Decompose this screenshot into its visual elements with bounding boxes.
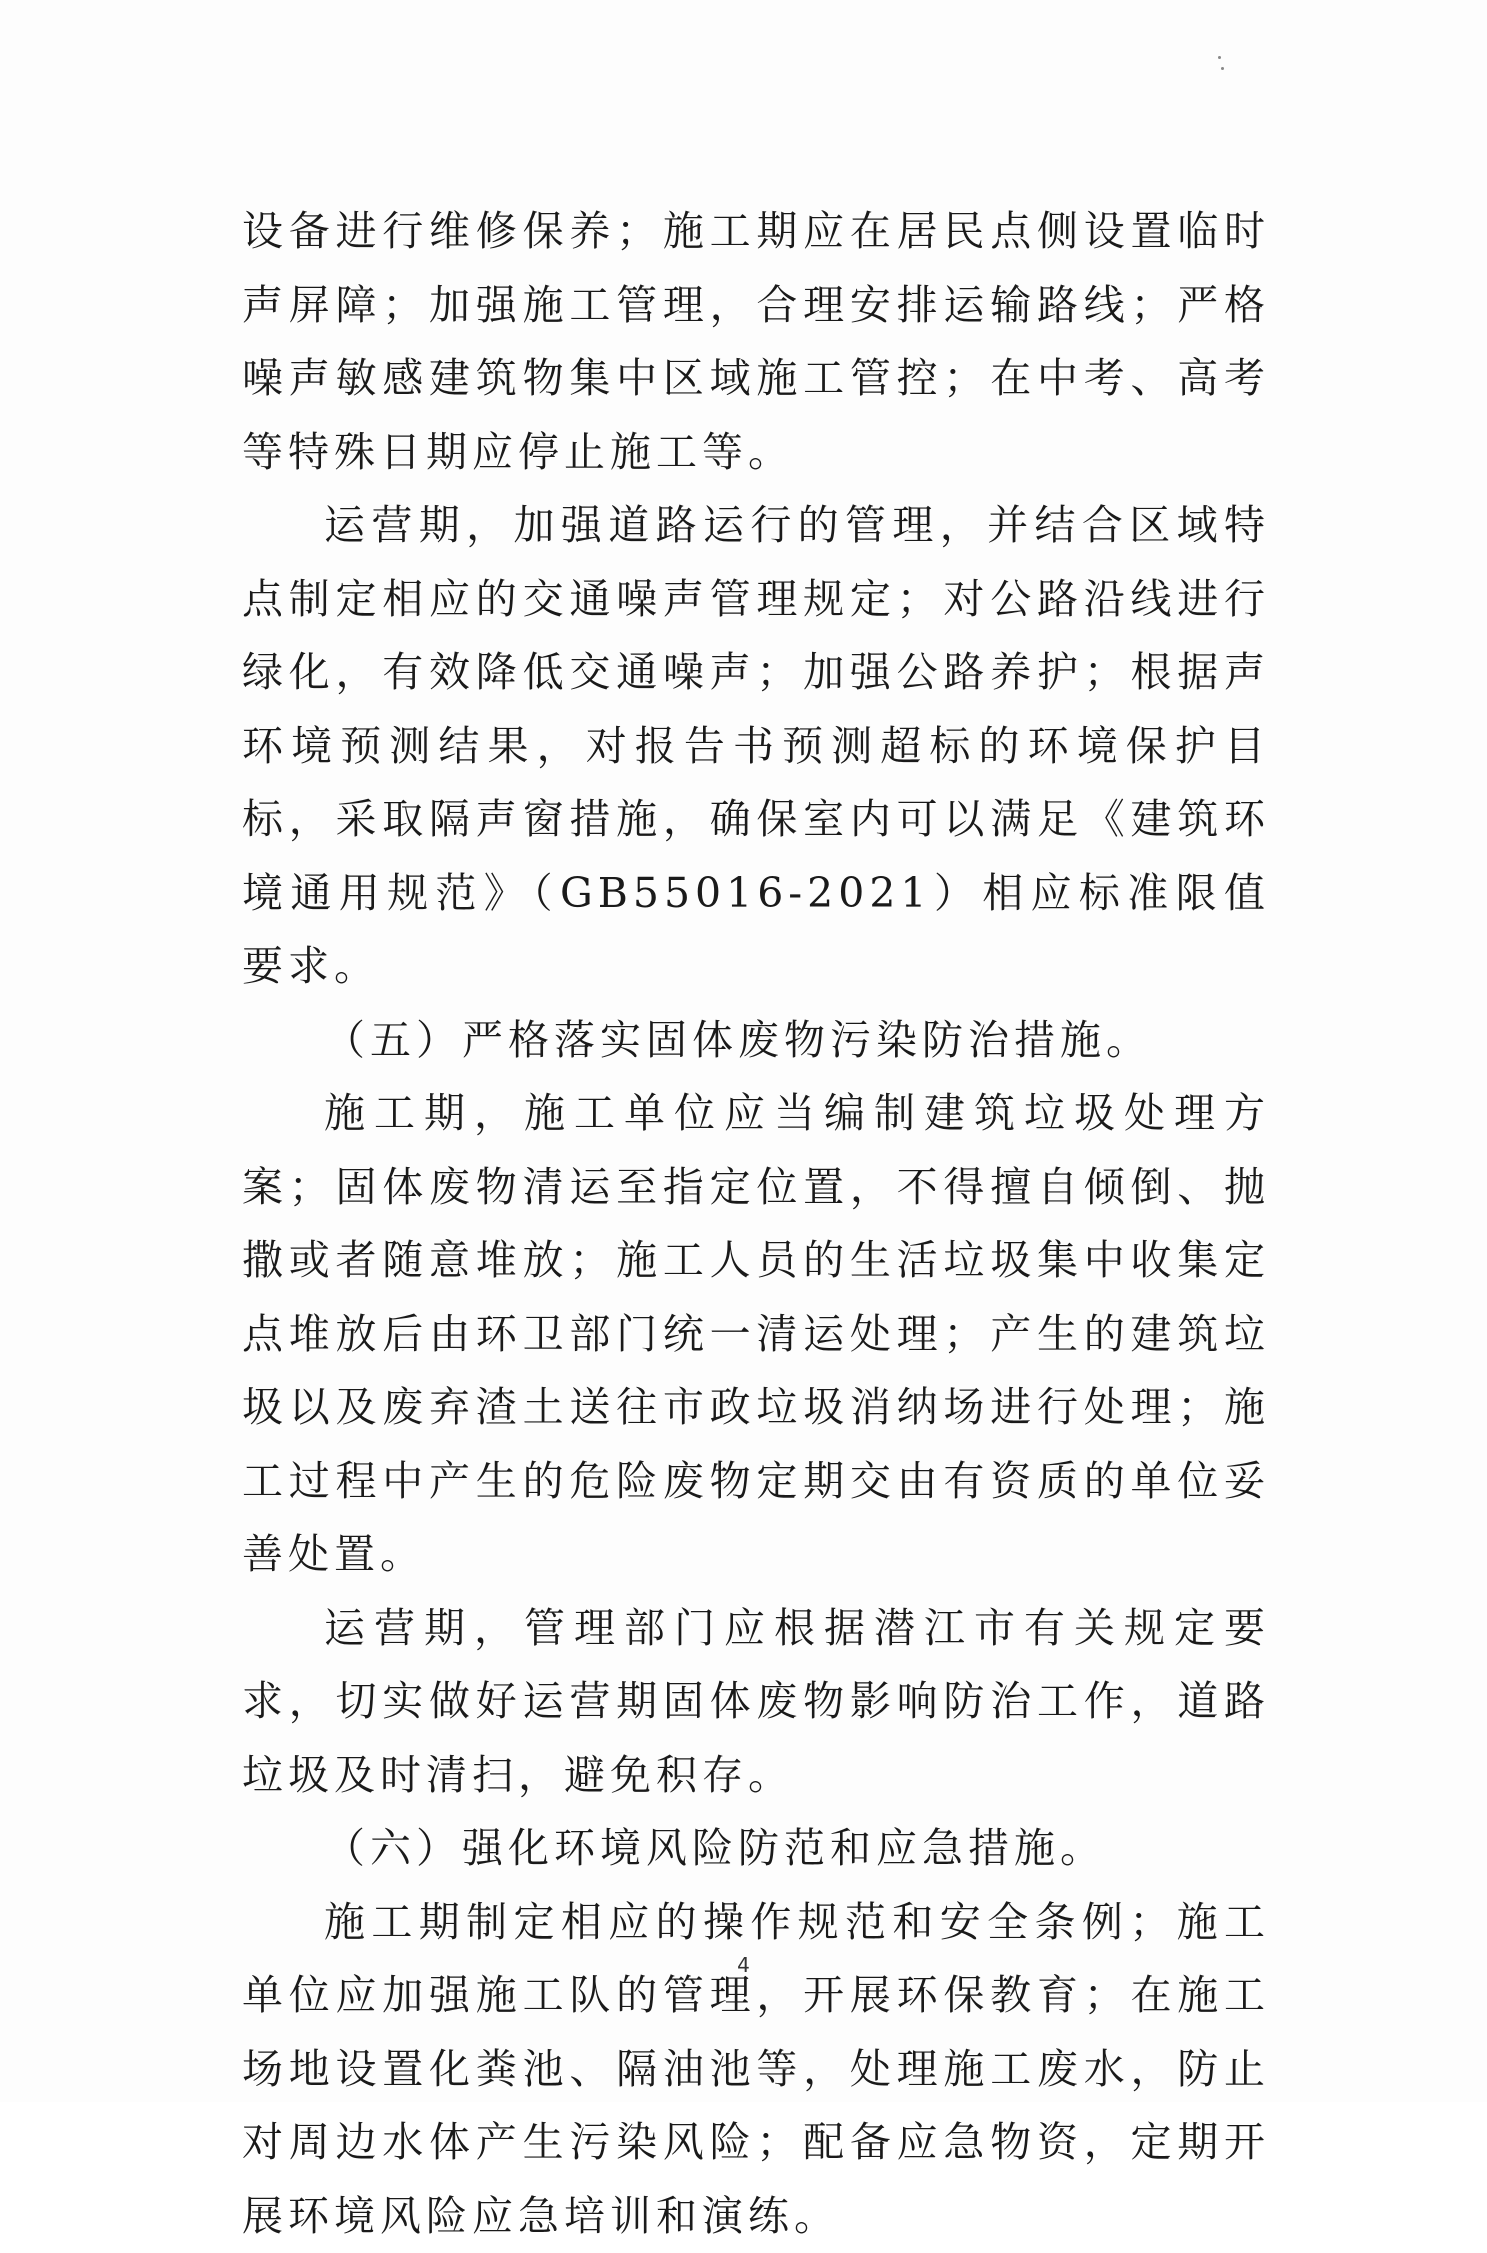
section-heading-solid-waste: （五）严格落实固体废物污染防治措施。 [242,1004,1270,1078]
document-body [242,195,1270,2253]
paragraph-solid-waste-construction: 施工期，施工单位应当编制建筑垃圾处理方案；固体废物清运至指定位置，不得擅自倾倒、抛撒或者随意堆放；施工人员的生活垃圾集中收集定点堆放后由环卫部门统一清运处理；产生的建筑垃圾以及废弃渣土送往市政垃圾消纳场进行处理；施工过程中产生的危险废物定期交由有资质的单位妥善处置。 [242,1077,1270,1592]
paragraph-risk-construction: 施工期制定相应的操作规范和安全条例；施工单位应加强施工队的管理，开展环保教育；在施工场地设置化粪池、隔油池等，处理施工废水，防止对周边水体产生污染风险；配备应急物资，定期开展环境风险应急培训和演练。 [242,1886,1270,2253]
paragraph-noise-operation: 运营期，加强道路运行的管理，并结合区域特点制定相应的交通噪声管理规定；对公路沿线进行绿化，有效降低交通噪声；加强公路养护；根据声环境预测结果，对报告书预测超标的环境保护目标，采取隔声窗措施，确保室内可以满足《建筑环境通用规范》（GB55016-2021）相应标准限值要求。 [242,489,1270,1004]
scan-speck [1218,56,1221,59]
scan-speck [1221,67,1224,70]
section-heading-environmental-risk: （六）强化环境风险防范和应急措施。 [242,1812,1270,1886]
paragraph-solid-waste-operation: 运营期，管理部门应根据潜江市有关规定要求，切实做好运营期固体废物影响防治工作，道路垃圾及时清扫，避免积存。 [242,1592,1270,1813]
paragraph-noise-construction-continued: 设备进行维修保养；施工期应在居民点侧设置临时声屏障；加强施工管理，合理安排运输路线；严格噪声敏感建筑物集中区域施工管控；在中考、高考等特殊日期应停止施工等。 [242,195,1270,489]
page-number: 4 [0,1953,1487,1977]
